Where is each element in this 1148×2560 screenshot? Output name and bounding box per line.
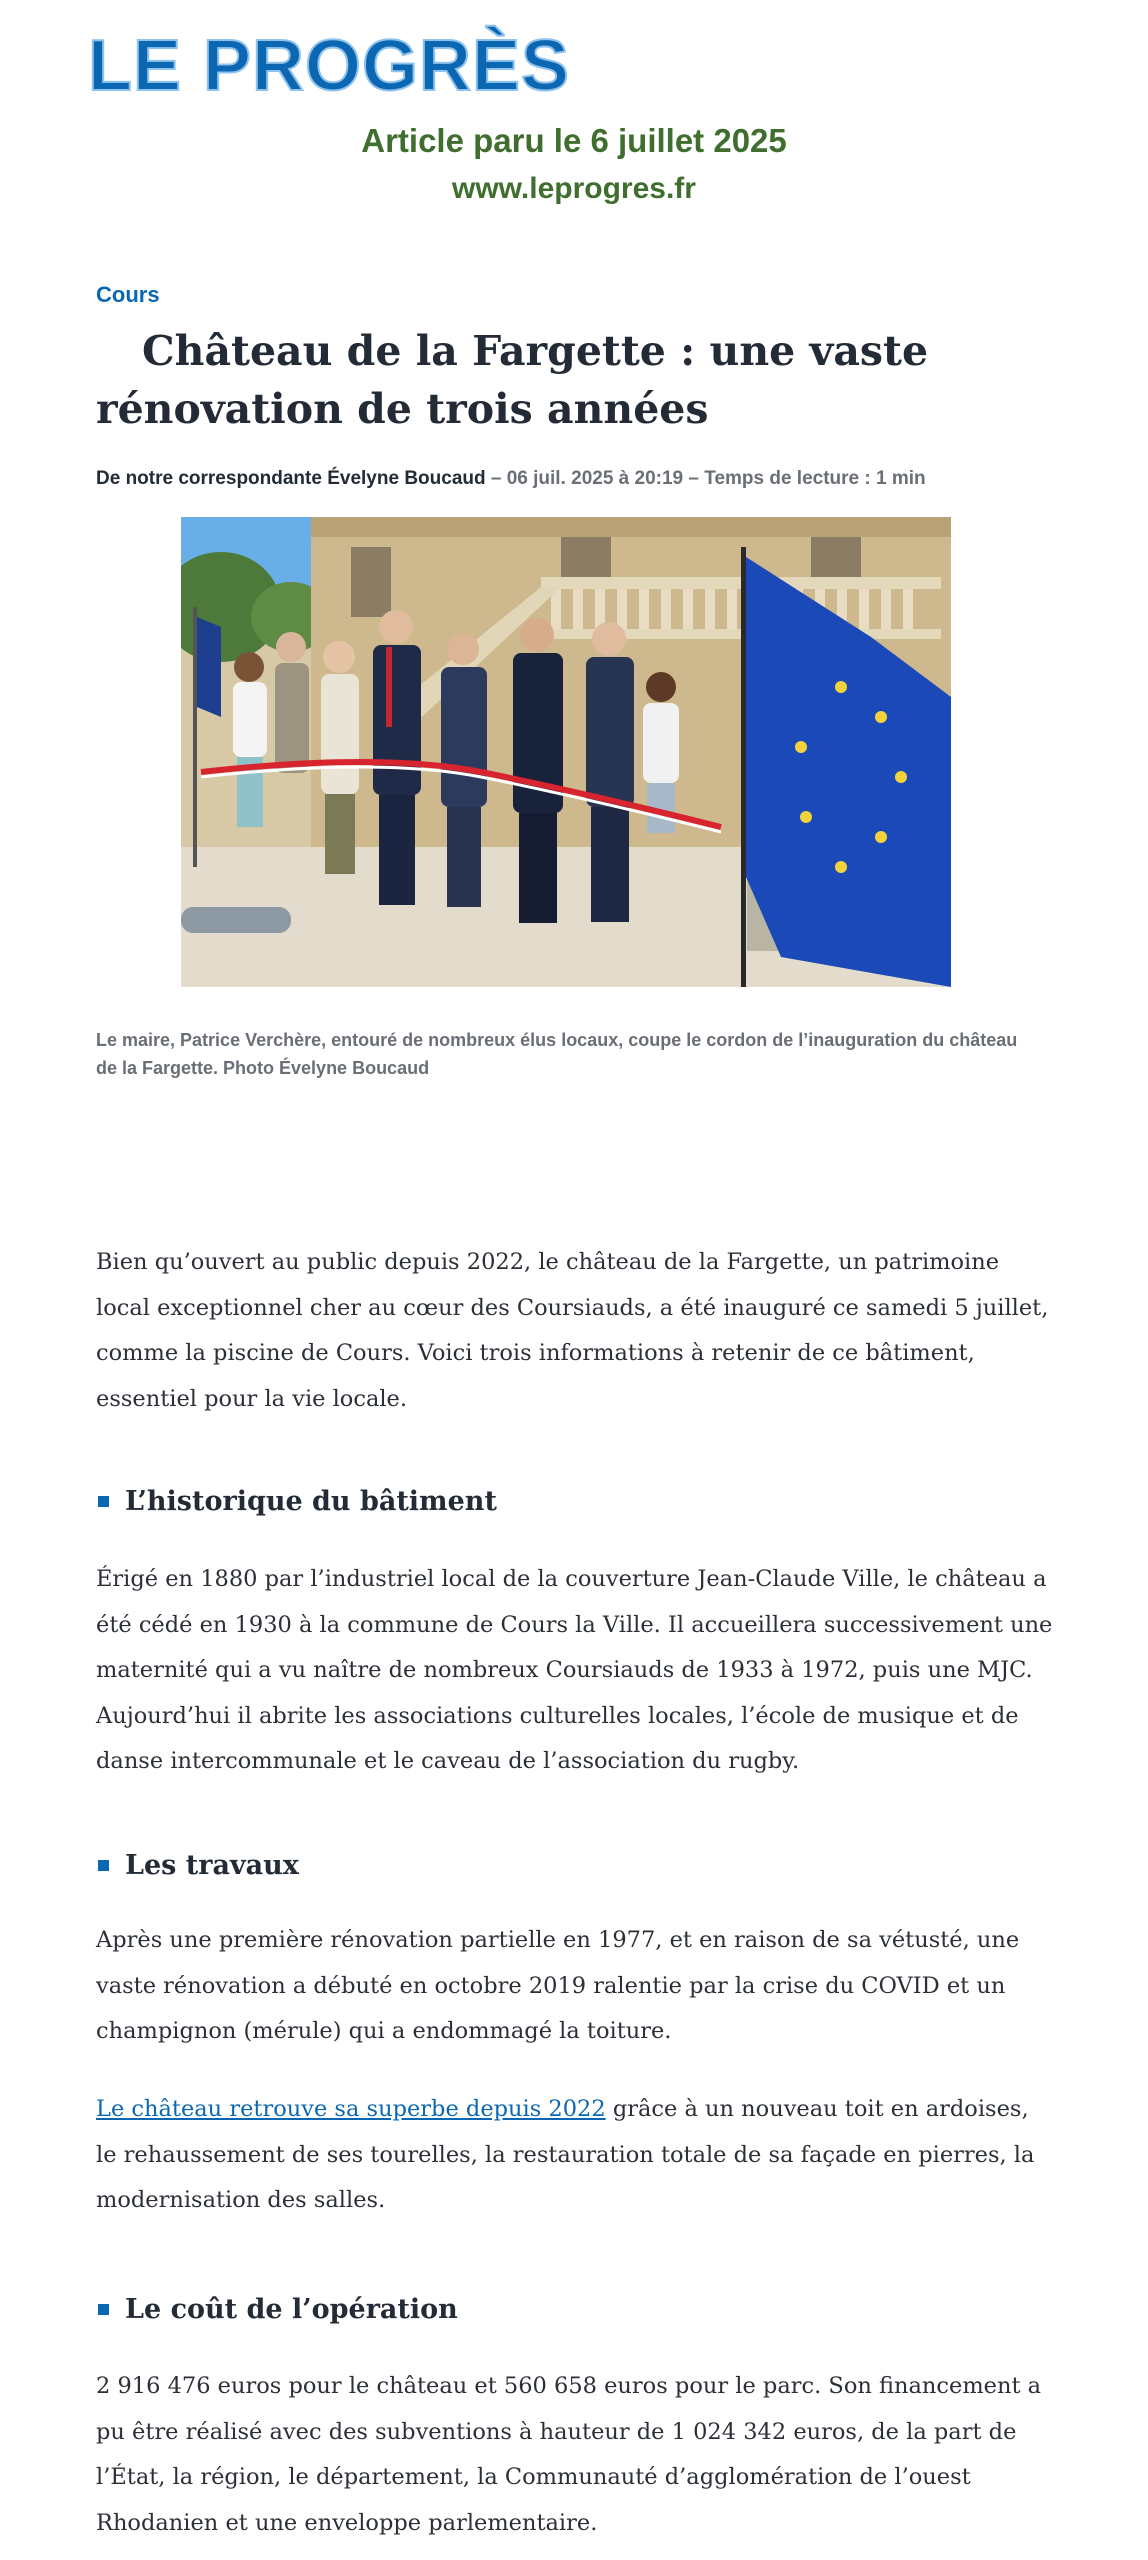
square-bullet-icon xyxy=(98,1496,109,1507)
section-heading-works xyxy=(98,1850,299,1881)
article-title xyxy=(96,322,996,438)
publication-date-line: Article paru le 6 juillet 2025 xyxy=(361,122,787,159)
newspaper-logo: LE PROGRÈS xyxy=(88,26,571,106)
section-body-works-2 xyxy=(96,2087,1056,2224)
article-byline xyxy=(96,468,926,490)
photo-caption xyxy=(96,1026,1036,1082)
section-heading-history xyxy=(98,1486,497,1517)
chateau-article-link[interactable]: Le château retrouve sa superbe depuis 2022 xyxy=(96,2096,606,2122)
photo-caption-line2: de la Fargette. Photo Évelyne Boucaud xyxy=(96,1058,430,1078)
section-heading-text: Le coût de l’opération xyxy=(125,2294,458,2325)
photo-caption-line1: Le maire, Patrice Verchère, entouré de nombreux élus locaux, coupe le cordon de l’inauguration du château xyxy=(96,1030,1018,1050)
byline-author: De notre correspondante Évelyne Boucaud xyxy=(96,468,486,489)
website-url[interactable]: www.leprogres.fr xyxy=(452,172,696,205)
section-body-cost: 2 916 476 euros pour le château et 560 658 euros pour le parc. Son financement a pu être réalisé avec des subventions à hauteur de 1 024 342 euros, de la part de l’État, la région, le département, la Communauté d’agglomération de l’ouest Rhodanien et une enveloppe parlementaire. xyxy=(96,2373,1042,2536)
section-body-history: Érigé en 1880 par l’industriel local de la couverture Jean-Claude Ville, le château a été cédé en 1930 à la commune de Cours la Ville. Il accueillera successivement une maternité qui a vu naître de nombreux Coursiauds de 1933 à 1972, puis une MJC. Aujourd’hui il abrite les associations culturelles locales, l’école de musique et de danse intercommunale et le caveau de l’association du rugby. xyxy=(96,1566,1053,1774)
byline-meta: – 06 juil. 2025 à 20:19 – Temps de lecture : 1 min xyxy=(485,468,926,489)
section-body-works: Après une première rénovation partielle en 1977, et en raison de sa vétusté, une vaste rénovation a débuté en octobre 2019 ralentie par la crise du COVID et un champignon (mérule) qui a endommagé la toiture. xyxy=(96,1927,1020,2044)
square-bullet-icon xyxy=(98,2304,109,2315)
article-intro: Bien qu’ouvert au public depuis 2022, le château de la Fargette, un patrimoine local exceptionnel cher au cœur des Coursiauds, a été inauguré ce samedi 5 juillet, comme la piscine de Cours. Voici trois informations à retenir de ce bâtiment, essentiel pour la vie locale. xyxy=(96,1249,1049,1412)
section-heading-cost xyxy=(98,2294,458,2325)
square-bullet-icon xyxy=(98,1860,109,1871)
section-heading-text: L’historique du bâtiment xyxy=(125,1486,497,1517)
article-title-line1: Château de la Fargette : une vaste xyxy=(142,327,929,375)
article-rubric[interactable]: Cours xyxy=(96,282,160,307)
article-photo xyxy=(181,517,951,987)
section-heading-text: Les travaux xyxy=(125,1850,299,1881)
section-body-works-2-text: grâce à un nouveau toit en ardoises, le rehaussement de ses tourelles, la restauration totale de sa façade en pierres, la modernisation des salles. xyxy=(96,2096,1035,2213)
article-title-line2: rénovation de trois années xyxy=(96,385,709,433)
